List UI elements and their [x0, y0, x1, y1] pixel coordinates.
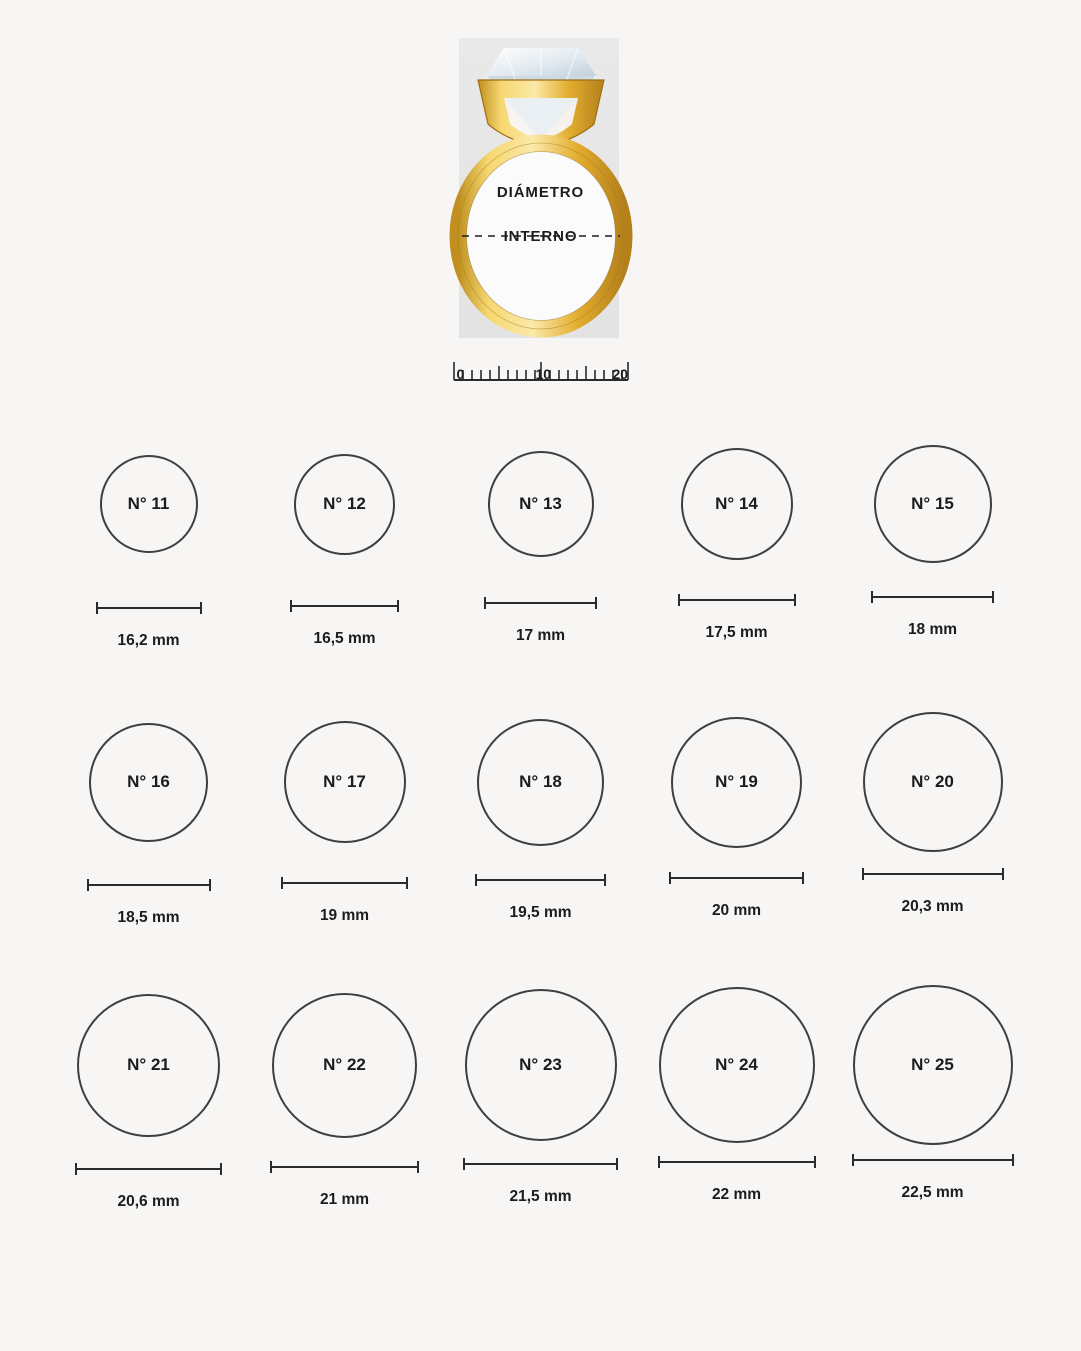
- size-row-2: [0, 712, 1081, 927]
- measure-bar: [475, 874, 606, 886]
- measure-bar: [871, 591, 994, 603]
- size-label: N° 19: [715, 772, 758, 791]
- ruler-tick-10: 10: [535, 366, 552, 382]
- size-mm: 22 mm: [711, 1186, 762, 1203]
- size-label: N° 23: [519, 1055, 562, 1074]
- size-label: N° 11: [127, 494, 170, 513]
- ruler-tick-0: 0: [456, 366, 465, 382]
- size-mm: 18 mm: [907, 621, 958, 638]
- size-cell-13[interactable]: [443, 440, 639, 645]
- size-label: N° 22: [323, 1055, 366, 1074]
- measure-bar: [862, 868, 1004, 880]
- size-cell-18[interactable]: [443, 712, 639, 922]
- size-cell-14[interactable]: [639, 440, 835, 642]
- size-mm: 21 mm: [319, 1191, 370, 1208]
- size-mm: 16,2 mm: [117, 632, 180, 649]
- size-label: N° 14: [715, 494, 758, 513]
- size-mm: 17,5 mm: [705, 624, 768, 641]
- size-label: N° 24: [715, 1055, 758, 1074]
- size-label: N° 12: [323, 494, 366, 513]
- size-label: N° 16: [127, 772, 170, 791]
- size-cell-12[interactable]: [247, 440, 443, 648]
- measure-bar: [290, 600, 399, 612]
- measure-bar: [96, 602, 202, 614]
- size-mm: 22,5 mm: [901, 1184, 964, 1201]
- size-cell-22[interactable]: [247, 989, 443, 1209]
- size-cell-11[interactable]: [51, 440, 247, 650]
- ruler-tick-labels: [441, 366, 641, 386]
- ring-graphic: [426, 28, 656, 398]
- ring-illustration-section: [0, 0, 1081, 420]
- size-cell-21[interactable]: [51, 989, 247, 1211]
- size-cell-20[interactable]: [835, 712, 1031, 916]
- size-label: N° 18: [519, 772, 562, 791]
- size-cell-15[interactable]: [835, 440, 1031, 639]
- measure-bar: [678, 594, 796, 606]
- size-label: N° 15: [911, 494, 954, 513]
- ruler-tick-20: 20: [612, 366, 629, 382]
- diameter-label-line2: INTERNO: [503, 228, 578, 245]
- size-mm: 17 mm: [515, 627, 566, 644]
- size-mm: 19,5 mm: [509, 904, 572, 921]
- size-cell-24[interactable]: [639, 989, 835, 1204]
- size-label: N° 17: [323, 772, 366, 791]
- measure-bar: [281, 877, 408, 889]
- ring-size-grid: [0, 440, 1081, 1211]
- size-mm: 20,6 mm: [117, 1193, 180, 1210]
- size-cell-17[interactable]: [247, 712, 443, 925]
- size-cell-25[interactable]: [835, 989, 1031, 1202]
- size-label: N° 13: [519, 494, 562, 513]
- measure-bar: [669, 872, 804, 884]
- size-mm: 20 mm: [711, 902, 762, 919]
- size-label: N° 20: [911, 772, 954, 791]
- size-row-1: [0, 440, 1081, 650]
- size-mm: 19 mm: [319, 907, 370, 924]
- size-mm: 21,5 mm: [509, 1188, 572, 1205]
- size-mm: 16,5 mm: [313, 630, 376, 647]
- size-mm: 20,3 mm: [901, 898, 964, 915]
- measure-bar: [75, 1163, 222, 1175]
- size-cell-23[interactable]: [443, 989, 639, 1206]
- measure-bar: [463, 1158, 618, 1170]
- diameter-label-line1: DIÁMETRO: [496, 184, 585, 201]
- measure-bar: [270, 1161, 419, 1173]
- measure-bar: [658, 1156, 816, 1168]
- measure-bar: [852, 1154, 1014, 1166]
- size-label: N° 25: [911, 1055, 954, 1074]
- measure-bar: [87, 879, 211, 891]
- size-cell-19[interactable]: [639, 712, 835, 920]
- size-label: N° 21: [127, 1055, 170, 1074]
- size-row-3: [0, 989, 1081, 1211]
- measure-bar: [484, 597, 597, 609]
- size-mm: 18,5 mm: [117, 909, 180, 926]
- ring-diagram: [426, 28, 656, 398]
- size-cell-16[interactable]: [51, 712, 247, 927]
